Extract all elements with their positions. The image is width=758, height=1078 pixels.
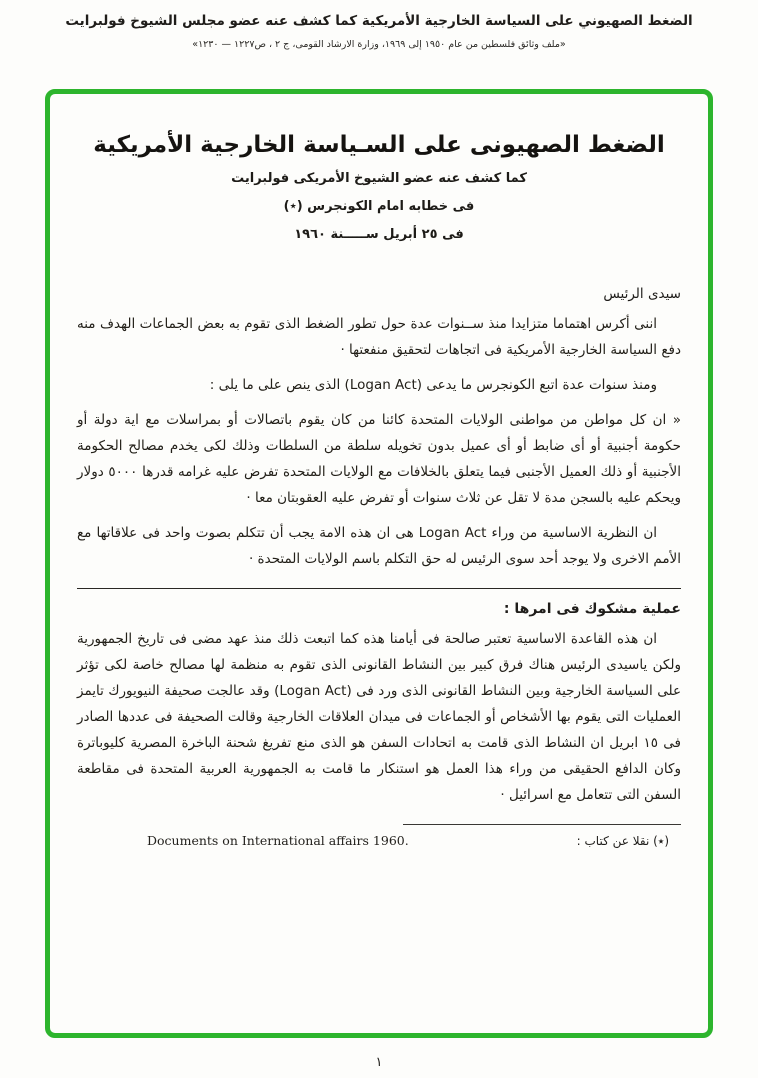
- footnote-row: [77, 833, 681, 848]
- footnote-separator-rule: [403, 824, 681, 825]
- document-subtitle-1: كما كشف عنه عضو الشيوخ الأمريكى فولبرايت: [231, 171, 527, 186]
- footnote-citation-text: Documents on International affairs 1960.: [147, 833, 409, 848]
- header-source-citation: «ملف وثائق فلسطين من عام ١٩٥٠ إلى ١٩٦٩، وزارة الارشاد القومى، ج ٢ ، ص١٢٢٧ — ١٢٣٠»: [192, 39, 566, 50]
- paragraph-logan-act-theory: ان النظرية الاساسية من وراء Logan Act هى ان هذه الامة يجب أن تتكلم بصوت واحد فى علاقاتها مع الأمم الاخرى ولا يوجد أحد سوى الرئيس له حق التكلم باسم الولايات المتحدة ·: [77, 525, 681, 567]
- document-subtitle-date: فى ٢٥ أبريل ســـــنة ١٩٦٠: [294, 227, 464, 242]
- document-subtitle-2: فى خطابه امام الكونجرس (٭): [283, 199, 475, 214]
- paragraph-logan-act-intro: ومنذ سنوات عدة اتبع الكونجرس ما يدعى (Logan Act) الذى ينص على ما يلى :: [209, 377, 657, 393]
- paragraph-section-body: ان هذه القاعدة الاساسية تعتبر صالحة فى أيامنا هذه كما اتبعت ذلك منذ عهد مضى فى تاريخ الجمهورية ولكن ياسيدى الرئيس هناك فرق كبير بين النشاط القانونى الذى تقوم به منظمة لها مصالح خاصة لكى تؤثر على السياسة الخارجية وبين النشاط القانونى الذى ورد فى (Logan Act) وقد عالجت صحيفة النيويورك تايمز العمليات التى يقوم بها الأشخاص أو الجماعات فى ميدان العلاقات الخارجية وقالت الصحيفة فى عددها الصادر فى ١٥ ابريل ان النشاط الذى قامت به اتحادات السفن هو الذى منع تفريغ شحنة الباخرة المصرية كليوباترة وكان الدافع الحقيقى من وراء هذا العمل هو استنكار ما قامت به الجمهورية العربية المتحدة فى مقاطعة السفن التى تتعامل مع اسرائيل ·: [77, 631, 681, 803]
- footnote-marker-text: (٭) نقلا عن كتاب :: [576, 834, 669, 848]
- paragraph-logan-act-quote: « ان كل مواطن من مواطنى الولايات المتحدة كائنا من كان يقوم باتصالات أو بمراسلات مع اية دولة أو حكومة أجنبية أو أى ضابط أو أى عميل بدون تخويله سلطة من السلطات وذلك لكى يخدم مصالح الحكومة الأجنبية أو ذلك العميل الأجنبى فيما يتعلق بالخلافات مع الولايات المتحدة تفرض عليه غرامه قدرها ٥٠٠٠ دولار ويحكم عليه بالسجن مدة لا تقل عن ثلاث سنوات أو تفرض عليه العقوبتان معا ·: [77, 412, 681, 506]
- paragraph-intro: اننى أكرس اهتماما متزايدا منذ ســنوات عدة حول تطور الضغط الذى تقوم به بعض الجماعات الهدف منه دفع السياسة الخارجية الأمريكية فى اتجاهات لتحقيق منفعتها ·: [77, 316, 681, 358]
- page-header: [0, 0, 758, 50]
- section-heading: عملية مشكوك فى امرها :: [503, 601, 681, 617]
- document-title: الضغط الصهيونى على السـياسة الخارجية الأمريكية: [93, 132, 665, 158]
- green-document-frame: [45, 89, 713, 1038]
- salutation-line: سيدى الرئيس: [603, 286, 681, 302]
- header-title: الضغط الصهيوني على السياسة الخارجية الأمريكية كما كشف عنه عضو مجلس الشيوخ فولبرايت: [65, 13, 693, 29]
- page-number: ١: [375, 1055, 383, 1070]
- section-divider-rule: [77, 588, 681, 589]
